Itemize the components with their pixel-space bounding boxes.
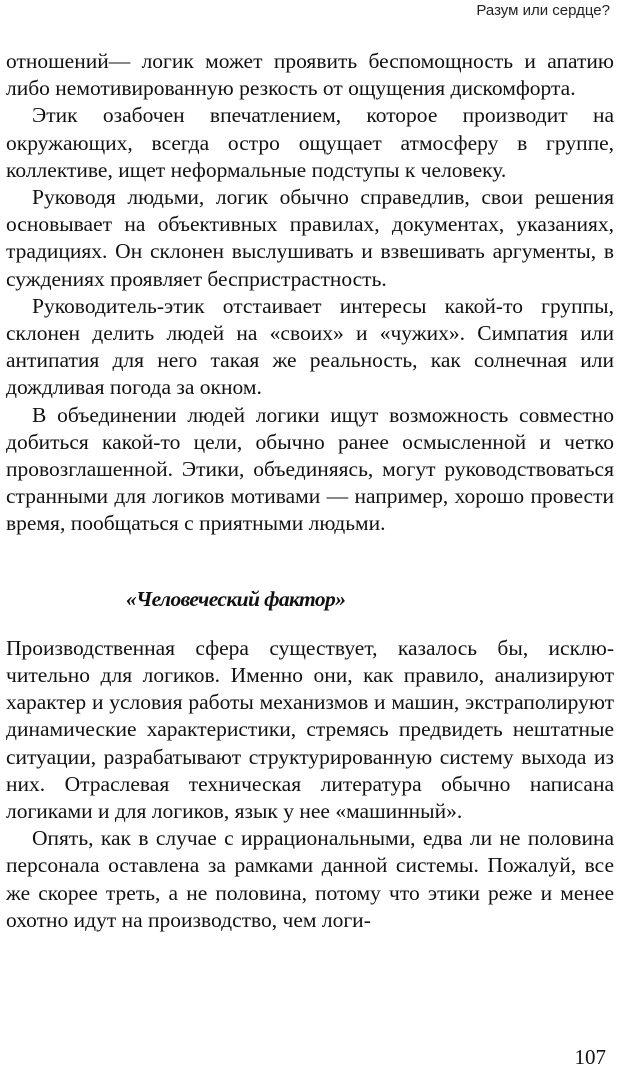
section-heading: «Человеческий фактор» xyxy=(126,586,346,611)
running-head: Разум или сердце? xyxy=(476,2,610,19)
page-number: 107 xyxy=(574,1045,606,1069)
page-body xyxy=(6,48,614,934)
paragraph: отношений— логик может проявить беспомощность и апатию либо немотивированную резкость от ощущения дискомфорта. xyxy=(6,49,614,101)
paragraph: Руководитель-этик отстаивает интересы какой-то группы, склонен делить людей на «своих» и «чужих». Симпатия или антипатия для него такая же реальность, как солнечная или дождливая погода за окном. xyxy=(6,293,614,400)
paragraph: Руководя людьми, логик обычно справедлив, свои решения основывает на объективных правилах, документах, указаниях, традициях. Он склонен выслушивать и взвешивать аргументы, в суждениях проявляет беспристрастность. xyxy=(6,185,614,291)
paragraph: В объединении людей логики ищут возможность совместно добиться какой-то цели, обычно ранее осмысленной и четко провозглашенной. Этики, объединяясь, могут руководствоваться странными для логиков мотивами — например, хорошо провести время, пообщаться с приятными людьми. xyxy=(6,402,614,536)
paragraph: Производственная сфера существует, казалось бы, исключительно для логиков. Именно они, как правило, анализируют характер и условия работы механизмов и машин, экстраполируют динамические характеристики, стремясь предвидеть нештатные ситуации, разрабатывают структурированную систему выхода из них. Отраслевая техническая литература обычно написана логиками и для логиков, язык у нее «машинный». xyxy=(6,635,614,824)
paragraph: Этик озабочен впечатлением, которое производит на окружающих, всегда остро ощущает атмосферу в группе, коллективе, ищет неформальные подступы к человеку. xyxy=(6,103,614,182)
paragraph: Опять, как в случае с иррациональными, едва ли не половина персонала оставлена за рамками данной системы. Пожалуй, все же скорее треть, а не половина, потому что этики реже и менее охотно идут на производство, чем логи- xyxy=(6,826,614,932)
